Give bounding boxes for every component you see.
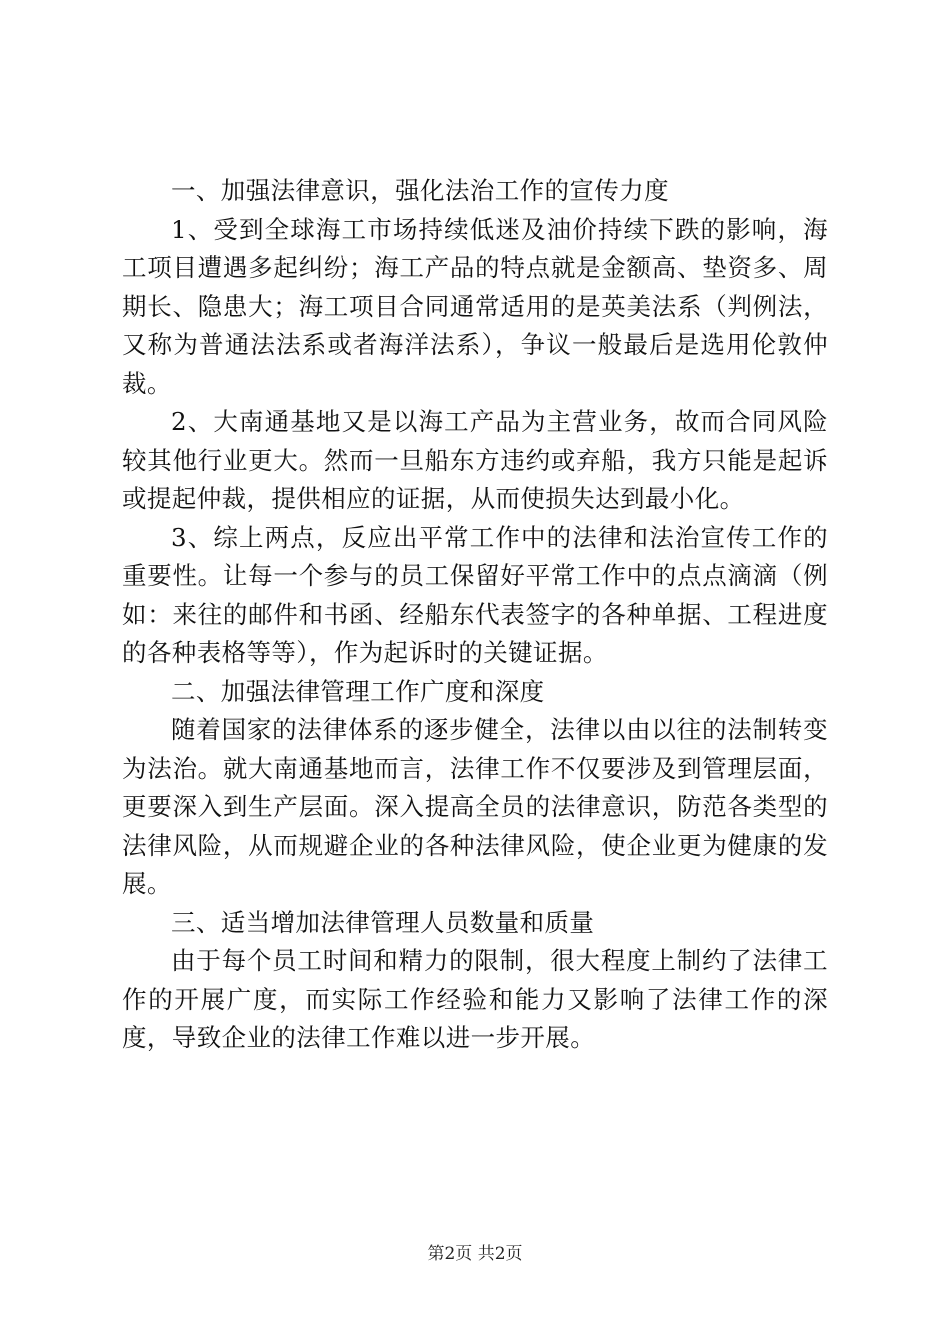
paragraph-5: 由于每个员工时间和精力的限制，很大程度上制约了法律工作的开展广度，而实际工作经验和能力又影响了法律工作的深度，导致企业的法律工作难以进一步开展。 — [122, 946, 828, 1052]
paragraph-1: 1、受到全球海工市场持续低迷及油价持续下跌的影响，海工项目遭遇多起纠纷；海工产品的特点就是金额高、垫资多、周期长、隐患大；海工项目合同通常适用的是英美法系（判例法，又称为普通法法系或者海洋法系），争议一般最后是选用伦敦仲裁。 — [122, 214, 828, 398]
paragraph-3: 3、综上两点，反应出平常工作中的法律和法治宣传工作的重要性。让每一个参与的员工保留好平常工作中的点点滴滴（例如：来往的邮件和书函、经船东代表签字的各种单据、工程进度的各种表格等等），作为起诉时的关键证据。 — [122, 522, 828, 667]
page-footer: 第2页 共2页 — [427, 1244, 523, 1264]
heading-3: 三、适当增加法律管理人员数量和质量 — [171, 907, 595, 937]
paragraph-4: 随着国家的法律体系的逐步健全，法律以由以往的法制转变为法治。就大南通基地而言，法律工作不仅要涉及到管理层面，更要深入到生产层面。深入提高全员的法律意识，防范各类型的法律风险，从而规避企业的各种法律风险，使企业更为健康的发展。 — [122, 715, 828, 898]
heading-1: 一、加强法律意识，强化法治工作的宣传力度 — [171, 176, 669, 205]
document-body — [122, 172, 828, 1058]
heading-2: 二、加强法律管理工作广度和深度 — [171, 676, 545, 706]
paragraph-2: 2、大南通基地又是以海工产品为主营业务，故而合同风险较其他行业更大。然而一旦船东方违约或弃船，我方只能是起诉或提起仲裁，提供相应的证据，从而使损失达到最小化。 — [122, 407, 828, 513]
